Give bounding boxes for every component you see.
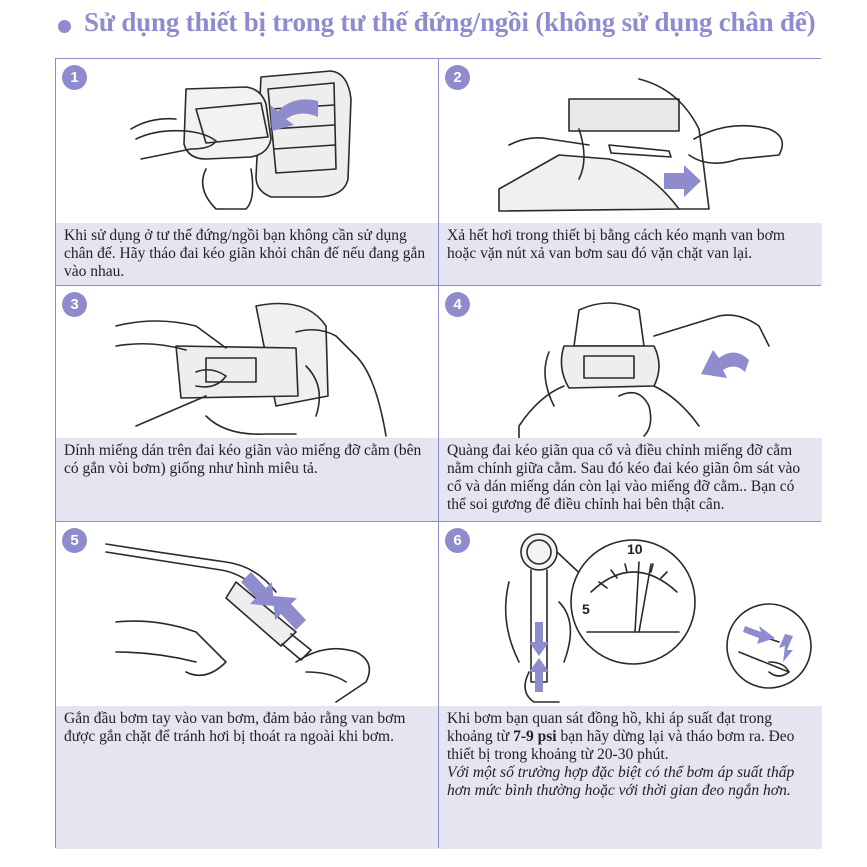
- step-5-number-badge: 5: [62, 528, 87, 553]
- step-1-drawing: [56, 59, 438, 223]
- step-1: [56, 59, 438, 285]
- step-2-drawing: [439, 59, 822, 223]
- step-4-number-badge: 4: [445, 292, 470, 317]
- step-6-number-badge: 6: [445, 528, 470, 553]
- step-3-illustration: [56, 286, 438, 438]
- step-3-drawing: [56, 286, 438, 438]
- section-header: [0, 0, 867, 52]
- gauge-label-5: 5: [582, 601, 590, 617]
- step-2: [439, 59, 822, 285]
- step-1-caption: Khi sử dụng ở tư thế đứng/ngồi bạn không cần sử dụng chân đế. Hãy tháo đai kéo giãn khỏi chân đế nếu đang gắn vào nhau.: [56, 223, 438, 285]
- step-1-illustration: [56, 59, 438, 223]
- step-4: [439, 286, 822, 521]
- bullet-icon: [58, 20, 71, 33]
- step-6-caption-part-1: Khi bơm bạn quan sát đồng hồ, khi áp suất đạt trong khoảng từ: [447, 710, 773, 745]
- step-6-pressure-value: 7-9 psi: [513, 728, 557, 745]
- step-4-illustration: [439, 286, 822, 438]
- step-6-drawing: [439, 522, 822, 706]
- step-3: [56, 286, 438, 521]
- step-5-caption: Gắn đầu bơm tay vào van bơm, đảm bảo rằng van bơm được gắn chặt để tránh hơi bị thoát ra ngoài khi bơm.: [56, 706, 438, 849]
- step-1-number-badge: 1: [62, 65, 87, 90]
- step-5-drawing: [56, 522, 438, 706]
- step-4-caption: Quàng đai kéo giãn qua cổ và điều chỉnh miếng đỡ cằm nằm chính giữa cằm. Sau đó kéo đai kéo giãn ôm sát vào cổ và dán miếng dán còn lại vào miếng đỡ cằm.. Bạn có thể soi gương để điều chỉnh hai bên thật cân.: [439, 438, 822, 521]
- step-5-illustration: [56, 522, 438, 706]
- instruction-grid: [55, 58, 821, 848]
- step-6-illustration: [439, 522, 822, 706]
- step-4-drawing: [439, 286, 822, 438]
- step-3-number-badge: 3: [62, 292, 87, 317]
- step-2-caption: Xả hết hơi trong thiết bị bằng cách kéo mạnh van bơm hoặc vặn nút xả van bơm sau đó vặn chặt van lại.: [439, 223, 822, 285]
- section-title: Sử dụng thiết bị trong tư thế đứng/ngồi (không sử dụng chân đế): [84, 7, 816, 37]
- step-3-caption: Dính miếng dán trên đai kéo giãn vào miếng đỡ cằm (bên có gắn vòi bơm) giống như hình miêu tả.: [56, 438, 438, 521]
- step-2-number-badge: 2: [445, 65, 470, 90]
- step-6: [439, 522, 822, 849]
- step-2-illustration: [439, 59, 822, 223]
- gauge-label-10: 10: [627, 541, 643, 557]
- step-5: [56, 522, 438, 849]
- step-6-caption: [439, 706, 822, 849]
- step-6-caption-note: Với một số trường hợp đặc biệt có thể bơm áp suất thấp hơn mức bình thường hoặc với thời gian đeo ngắn hơn.: [447, 764, 795, 799]
- step-6-caption-part-2: bạn hãy dừng lại và tháo bơm ra. Đeo thiết bị trong khoảng từ 20-30 phút.: [447, 728, 795, 763]
